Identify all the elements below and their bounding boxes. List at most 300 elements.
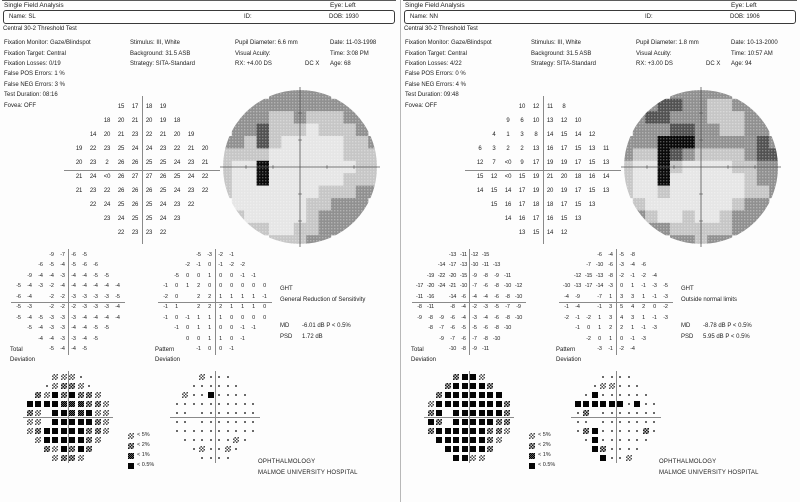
- grid-value: -5: [16, 314, 21, 321]
- grid-value: 21: [159, 132, 167, 138]
- dc-value: DC X: [305, 61, 320, 67]
- grid-value: 3: [631, 314, 634, 321]
- grid-value: -6: [450, 325, 455, 332]
- probability-symbol: [35, 428, 41, 434]
- grid-value: 1: [631, 325, 634, 332]
- grid-value: -1: [641, 283, 646, 290]
- grid-value: 2: [506, 146, 510, 152]
- probability-symbol: [86, 392, 92, 398]
- legend-label: < 0.5%: [137, 462, 155, 469]
- grid-value: -4: [38, 335, 43, 342]
- md-label: MD: [681, 323, 691, 329]
- probability-symbol: [218, 376, 220, 378]
- grid-value: -4: [115, 314, 120, 321]
- grid-value: -4: [71, 272, 76, 279]
- probability-symbol: [61, 392, 67, 398]
- grid-value: 18: [546, 202, 554, 208]
- probability-symbol: [235, 430, 237, 432]
- probability-symbol: [227, 412, 229, 414]
- fovea-status: Fovea: OFF: [405, 103, 438, 109]
- probability-symbol: [184, 439, 186, 441]
- test-date: Date: 10-13-2000: [731, 40, 778, 46]
- probability-symbol: [645, 403, 647, 405]
- grid-value: -19: [426, 272, 435, 279]
- probability-symbol: [201, 421, 203, 423]
- probability-symbol: [626, 455, 632, 461]
- grid-value: -2: [71, 304, 76, 311]
- grid-value: -5: [82, 251, 87, 258]
- grid-value: 26: [131, 160, 139, 166]
- field-analysis-panel: [400, 0, 800, 502]
- probability-symbol: [86, 437, 92, 443]
- probability-symbol: [428, 401, 434, 407]
- grid-value: 13: [518, 230, 526, 236]
- grid-value: -4: [27, 283, 32, 290]
- grid-value: -4: [60, 346, 65, 353]
- grid-value: 1: [598, 314, 601, 321]
- grid-value: 22: [89, 202, 97, 208]
- probability-symbol: [611, 439, 613, 441]
- prob-lt5pct-symbol: [128, 433, 134, 439]
- probability-symbol: [470, 419, 476, 425]
- probability-symbol: [227, 457, 229, 459]
- grid-value: 27: [131, 174, 139, 180]
- grid-value: -8: [494, 325, 499, 332]
- probability-symbol: [78, 446, 84, 452]
- probability-symbol: [103, 410, 109, 416]
- probability-symbol: [504, 428, 510, 434]
- grid-value: -5: [93, 272, 98, 279]
- grid-value: 1: [208, 272, 211, 279]
- grid-value: 3: [492, 146, 496, 152]
- grid-value: 1: [252, 293, 255, 300]
- grid-value: 1: [175, 304, 178, 311]
- grid-value: -10: [470, 262, 479, 269]
- grid-value: 3: [620, 293, 623, 300]
- probability-symbol: [35, 437, 41, 443]
- probability-symbol: [235, 403, 237, 405]
- prob-lt05pct-symbol: [128, 463, 134, 469]
- grid-value: -10: [514, 293, 523, 300]
- patient-name: Name: SL: [9, 13, 36, 20]
- legend-item-p5: [529, 433, 551, 439]
- grid-value: -6: [82, 262, 87, 269]
- probability-symbol: [611, 448, 613, 450]
- probability-symbol: [61, 455, 67, 461]
- grid-value: 25: [173, 174, 181, 180]
- grid-value: 25: [145, 160, 153, 166]
- probability-symbol: [628, 394, 630, 396]
- grid-value: 1: [208, 325, 211, 332]
- grid-value: 1: [241, 293, 244, 300]
- probability-symbol: [619, 421, 621, 423]
- psd-value: 5.95 dB P < 0.5%: [703, 334, 750, 340]
- probability-symbol: [210, 412, 212, 414]
- grid-value: -3: [82, 293, 87, 300]
- ght-label: GHT: [681, 286, 694, 292]
- grid-value: 23: [159, 146, 167, 152]
- probability-symbol: [61, 428, 67, 434]
- probability-symbol: [235, 385, 237, 387]
- probability-symbol: [95, 428, 101, 434]
- grid-value: 9: [506, 118, 510, 124]
- probability-symbol: [227, 385, 229, 387]
- grid-value: -1: [608, 346, 613, 353]
- probability-symbol: [69, 374, 75, 380]
- ght-label: GHT: [280, 286, 293, 292]
- grid-value: 17: [518, 202, 526, 208]
- grid-value: 2: [197, 283, 200, 290]
- grid-value: -2: [619, 272, 624, 279]
- probability-symbol: [182, 392, 188, 398]
- prob-lt05pct-symbol: [529, 463, 535, 469]
- horizontal-meridian: [170, 417, 260, 418]
- probability-symbol: [52, 374, 58, 380]
- probability-symbol: [619, 439, 621, 441]
- probability-symbol: [479, 374, 485, 380]
- grid-value: 0: [186, 325, 189, 332]
- grid-value: -10: [514, 314, 523, 321]
- probability-symbol: [592, 392, 598, 398]
- grid-value: 22: [201, 174, 209, 180]
- grid-value: 0: [230, 325, 233, 332]
- grid-value: -1: [174, 325, 179, 332]
- grid-value: 0: [175, 283, 178, 290]
- probability-symbol: [462, 392, 468, 398]
- probability-symbol: [470, 374, 476, 380]
- grid-value: 0: [208, 262, 211, 269]
- fovea-status: Fovea: OFF: [4, 103, 37, 109]
- probability-symbol: [602, 412, 604, 414]
- psd-label: PSD: [280, 334, 293, 340]
- grid-value: -4: [38, 325, 43, 332]
- probability-symbol: [201, 412, 203, 414]
- probability-symbol: [577, 421, 579, 423]
- grid-value: 22: [187, 202, 195, 208]
- grid-value: 18: [103, 118, 111, 124]
- probability-symbol: [453, 401, 459, 407]
- grid-value: 17: [560, 146, 568, 152]
- vertical-meridian: [68, 249, 69, 355]
- department-caption: OPHTHALMOLOGY: [258, 459, 316, 465]
- probability-symbol: [636, 385, 638, 387]
- probability-symbol: [636, 439, 638, 441]
- probability-symbol: [69, 401, 75, 407]
- prob-lt1pct-symbol: [529, 453, 535, 459]
- probability-symbol: [201, 385, 203, 387]
- probability-symbol: [583, 410, 589, 416]
- probability-symbol: [184, 421, 186, 423]
- probability-symbol: [176, 412, 178, 414]
- probability-symbol: [78, 401, 84, 407]
- grid-value: 26: [131, 202, 139, 208]
- probability-symbol: [80, 376, 82, 378]
- probability-symbol: [470, 455, 476, 461]
- probability-symbol: [487, 437, 493, 443]
- grid-value: -3: [27, 304, 32, 311]
- probability-symbol: [35, 419, 41, 425]
- probability-symbol: [479, 428, 485, 434]
- vertical-meridian: [68, 371, 69, 463]
- grid-value: -2: [564, 314, 569, 321]
- grid-value: 21: [117, 132, 125, 138]
- grid-value: 2: [105, 160, 109, 166]
- grid-value: -14: [595, 283, 604, 290]
- patient-name: Name: NN: [410, 13, 439, 20]
- grid-value: -8: [450, 304, 455, 311]
- probability-symbol: [61, 374, 67, 380]
- probability-symbol: [462, 437, 468, 443]
- probability-symbol: [628, 376, 630, 378]
- grid-value: -1: [163, 283, 168, 290]
- total-deviation-title: Total: [411, 347, 424, 353]
- probability-symbol: [462, 410, 468, 416]
- grid-value: 26: [145, 188, 153, 194]
- grid-value: -4: [472, 293, 477, 300]
- fixation-monitor: Fixation Monitor: Gaze/Blindspot: [4, 40, 91, 46]
- grid-value: 17: [532, 160, 540, 166]
- probability-symbol: [600, 455, 606, 461]
- grid-value: 19: [560, 160, 568, 166]
- grid-value: -9: [494, 272, 499, 279]
- grid-value: 0: [175, 293, 178, 300]
- probability-symbol: [479, 437, 485, 443]
- false-pos-errors: False POS Errors: 0 %: [405, 71, 466, 77]
- grid-value: -1: [641, 325, 646, 332]
- probability-symbol: [611, 430, 613, 432]
- probability-symbol: [428, 410, 434, 416]
- probability-symbol: [69, 446, 75, 452]
- grid-value: -1: [163, 304, 168, 311]
- grid-value: -3: [663, 314, 668, 321]
- grid-value: -3: [93, 304, 98, 311]
- grid-value: -9: [439, 314, 444, 321]
- grid-value: -10: [459, 283, 468, 290]
- probability-symbol: [619, 412, 621, 414]
- probability-symbol: [504, 419, 510, 425]
- probability-symbol: [52, 428, 58, 434]
- probability-symbol: [103, 401, 109, 407]
- grid-value: 21: [75, 174, 83, 180]
- probability-symbol: [52, 383, 58, 389]
- grid-value: 23: [89, 188, 97, 194]
- probability-symbol: [199, 446, 205, 452]
- vertical-meridian: [469, 249, 470, 355]
- grid-value: 14: [546, 230, 554, 236]
- fixation-losses: Fixation Losses: 0/19: [4, 61, 61, 67]
- grid-value: 0: [620, 335, 623, 342]
- vertical-meridian: [142, 96, 143, 244]
- grid-value: -5: [16, 304, 21, 311]
- probability-symbol: [95, 437, 101, 443]
- grid-value: -14: [448, 293, 457, 300]
- probability-symbol: [210, 439, 212, 441]
- grid-value: -3: [60, 325, 65, 332]
- probability-symbol: [210, 421, 212, 423]
- grid-value: -12: [470, 251, 479, 258]
- probability-symbol: [611, 376, 613, 378]
- strategy: Strategy: SITA-Standard: [531, 61, 596, 67]
- grid-value: 15: [588, 188, 596, 194]
- probability-symbol: [592, 428, 598, 434]
- grid-value: -6: [641, 262, 646, 269]
- grid-value: -11: [482, 346, 489, 353]
- probability-symbol: [585, 439, 587, 441]
- probability-symbol: [52, 437, 58, 443]
- grid-value: -5: [49, 262, 54, 269]
- probability-symbol: [645, 394, 647, 396]
- grid-value: 15: [560, 216, 568, 222]
- grid-value: 0: [653, 304, 656, 311]
- grid-value: -4: [104, 283, 109, 290]
- legend-item-p05: [529, 463, 555, 469]
- grid-value: 15: [476, 174, 484, 180]
- grid-value: -4: [104, 314, 109, 321]
- grid-value: -20: [448, 272, 457, 279]
- grid-value: -2: [641, 272, 646, 279]
- grid-value: 25: [117, 202, 125, 208]
- grid-value: -4: [38, 272, 43, 279]
- grid-value: -1: [652, 293, 657, 300]
- probability-symbol: [653, 403, 655, 405]
- grid-value: -1: [196, 262, 201, 269]
- legend-label: < 1%: [538, 452, 551, 459]
- grid-value: 0: [252, 314, 255, 321]
- grid-value: -20: [426, 283, 435, 290]
- probability-symbol: [201, 403, 203, 405]
- vertical-meridian: [215, 249, 216, 355]
- grid-value: 17: [574, 160, 582, 166]
- probability-symbol: [575, 401, 581, 407]
- grid-value: -2: [240, 262, 245, 269]
- probability-symbol: [470, 428, 476, 434]
- grid-value: -1: [240, 325, 245, 332]
- probability-symbol: [592, 401, 598, 407]
- grid-value: 22: [201, 188, 209, 194]
- probability-symbol: [628, 385, 630, 387]
- grid-value: 0: [252, 283, 255, 290]
- grid-value: 2: [642, 304, 645, 311]
- probability-symbol: [227, 430, 229, 432]
- grid-value: -12: [514, 283, 523, 290]
- probability-symbol: [470, 437, 476, 443]
- probability-symbol: [479, 410, 485, 416]
- grid-value: -4: [461, 314, 466, 321]
- grid-value: 16: [546, 146, 554, 152]
- probability-symbol: [184, 412, 186, 414]
- grid-value: 1: [208, 314, 211, 321]
- vertical-meridian: [543, 96, 544, 244]
- probability-symbol: [244, 439, 246, 441]
- probability-symbol: [496, 419, 502, 425]
- grid-value: 22: [89, 146, 97, 152]
- grid-value: -8: [483, 272, 488, 279]
- grid-value: -2: [163, 293, 168, 300]
- hospital-caption: MALMOE UNIVERSITY HOSPITAL: [258, 470, 358, 476]
- probability-symbol: [479, 419, 485, 425]
- grid-value: -5: [82, 346, 87, 353]
- grid-value: 25: [145, 216, 153, 222]
- probability-symbol: [634, 401, 640, 407]
- probability-symbol: [619, 385, 621, 387]
- stimulus: Stimulus: III, White: [130, 40, 181, 46]
- probability-symbol: [487, 383, 493, 389]
- grid-value: 0: [587, 325, 590, 332]
- probability-symbol: [445, 428, 451, 434]
- grid-value: -1: [163, 314, 168, 321]
- probability-symbol: [44, 428, 50, 434]
- pupil-diameter: Pupil Diameter: 1.8 mm: [636, 40, 699, 46]
- grid-value: 24: [173, 160, 181, 166]
- grid-value: -6: [461, 293, 466, 300]
- horizontal-meridian: [64, 170, 220, 171]
- probability-symbol: [244, 412, 246, 414]
- probability-symbol: [44, 392, 50, 398]
- grid-value: 12: [490, 174, 498, 180]
- rx-value: RX: +4.00 DS: [235, 61, 272, 67]
- grid-value: 9: [520, 160, 524, 166]
- grid-value: 0: [186, 272, 189, 279]
- grid-value: -2: [49, 283, 54, 290]
- grid-value: 26: [117, 160, 125, 166]
- grid-value: 19: [532, 174, 540, 180]
- probability-symbol: [252, 430, 254, 432]
- grid-value: 20: [546, 188, 554, 194]
- probability-symbol: [78, 428, 84, 434]
- grid-value: 15: [117, 104, 125, 110]
- probability-symbol: [504, 410, 510, 416]
- probability-symbol: [636, 421, 638, 423]
- vertical-meridian: [215, 371, 216, 463]
- pupil-diameter: Pupil Diameter: 6.6 mm: [235, 40, 298, 46]
- horizontal-meridian: [11, 302, 125, 303]
- grid-value: -10: [503, 283, 512, 290]
- fixation-target: Fixation Target: Central: [405, 51, 467, 57]
- grid-value: -5: [93, 325, 98, 332]
- legend-label: < 1%: [137, 452, 150, 459]
- grid-value: -11: [504, 272, 511, 279]
- probability-symbol: [244, 394, 246, 396]
- grid-value: -9: [27, 272, 32, 279]
- probability-symbol: [103, 428, 109, 434]
- probability-symbol: [86, 419, 92, 425]
- probability-symbol: [636, 448, 638, 450]
- grid-value: -4: [27, 293, 32, 300]
- grid-value: -3: [207, 251, 212, 258]
- probability-symbol: [487, 410, 493, 416]
- probability-symbol: [52, 419, 58, 425]
- grid-value: -3: [60, 272, 65, 279]
- grid-value: 15: [490, 188, 498, 194]
- grid-value: 1: [197, 325, 200, 332]
- horizontal-meridian: [559, 302, 673, 303]
- grid-value: -15: [584, 272, 593, 279]
- probability-symbol: [453, 410, 459, 416]
- horizontal-meridian: [158, 302, 272, 303]
- grid-value: 19: [187, 132, 195, 138]
- probability-symbol: [193, 448, 195, 450]
- grid-value: 16: [588, 174, 596, 180]
- grid-value: -7: [505, 304, 510, 311]
- probability-symbol: [78, 437, 84, 443]
- grid-value: 0: [230, 283, 233, 290]
- legend-item-p05: [128, 463, 154, 469]
- grid-value: -2: [586, 335, 591, 342]
- probability-symbol: [244, 430, 246, 432]
- grid-value: 2: [197, 293, 200, 300]
- grid-value: 0: [175, 314, 178, 321]
- probability-symbol: [52, 401, 58, 407]
